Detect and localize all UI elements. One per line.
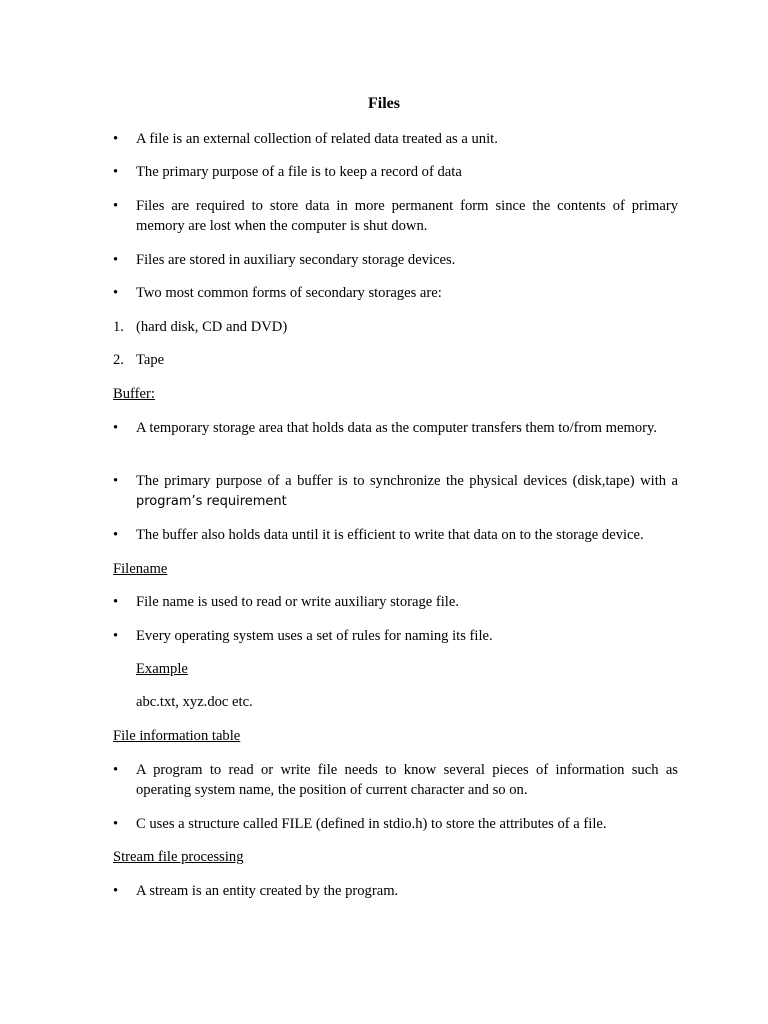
section-heading-filename: Filename bbox=[113, 561, 168, 577]
bullet-text: A file is an external collection of related data treated as a unit. bbox=[136, 131, 498, 147]
bullet-text: C uses a structure called FILE (defined in stdio.h) to store the attributes of a file. bbox=[136, 816, 607, 832]
bullet-text: A program to read or write file needs to know several pieces of information such as operating system name, the position of current character and so on. bbox=[136, 762, 678, 798]
bullet-marker: • bbox=[113, 252, 119, 268]
bullet-text: The buffer also holds data until it is efficient to write that data on to the storage device. bbox=[136, 527, 644, 543]
item-number: 1. bbox=[113, 319, 124, 335]
bullet-marker: • bbox=[113, 883, 119, 899]
bullet-text-line1: The primary purpose of a buffer is to synchronize the physical devices (disk,tape) with a bbox=[136, 473, 678, 489]
bullet-marker: • bbox=[113, 816, 119, 832]
example-text: abc.txt, xyz.doc etc. bbox=[136, 694, 253, 710]
bullet-text: Two most common forms of secondary storages are: bbox=[136, 285, 442, 301]
example-heading: Example bbox=[136, 661, 188, 677]
bullet-text: Files are stored in auxiliary secondary storage devices. bbox=[136, 252, 456, 268]
bullet-marker: • bbox=[113, 527, 119, 543]
item-text: (hard disk, CD and DVD) bbox=[136, 319, 288, 335]
bullet-text: Files are required to store data in more permanent form since the contents of primary memory are lost when the computer is shut down. bbox=[136, 198, 678, 234]
item-text: Tape bbox=[136, 352, 165, 368]
bullet-marker: • bbox=[113, 164, 119, 180]
bullet-text: The primary purpose of a file is to keep a record of data bbox=[136, 164, 462, 180]
section-heading-file-information-table: File information table bbox=[113, 728, 241, 744]
bullet-marker: • bbox=[113, 628, 119, 644]
item-number: 2. bbox=[113, 352, 124, 368]
bullet-text-continuation: program’s requirement bbox=[136, 494, 287, 509]
section-heading-stream-file-processing: Stream file processing bbox=[113, 849, 244, 865]
bullet-text: A temporary storage area that holds data as the computer transfers them to/from memory. bbox=[136, 420, 658, 436]
bullet-text bbox=[136, 471, 678, 512]
bullet-text: Every operating system uses a set of rules for naming its file. bbox=[136, 628, 493, 644]
bullet-marker: • bbox=[113, 762, 119, 778]
bullet-text: File name is used to read or write auxiliary storage file. bbox=[136, 594, 459, 610]
bullet-marker: • bbox=[113, 285, 119, 301]
bullet-marker: • bbox=[113, 420, 119, 436]
bullet-marker: • bbox=[113, 473, 119, 489]
bullet-marker: • bbox=[113, 198, 119, 214]
bullet-marker: • bbox=[113, 131, 119, 147]
section-heading-buffer: Buffer: bbox=[113, 386, 155, 402]
page-title: Files bbox=[368, 95, 400, 112]
bullet-text: A stream is an entity created by the program. bbox=[136, 883, 399, 899]
bullet-marker: • bbox=[113, 594, 119, 610]
